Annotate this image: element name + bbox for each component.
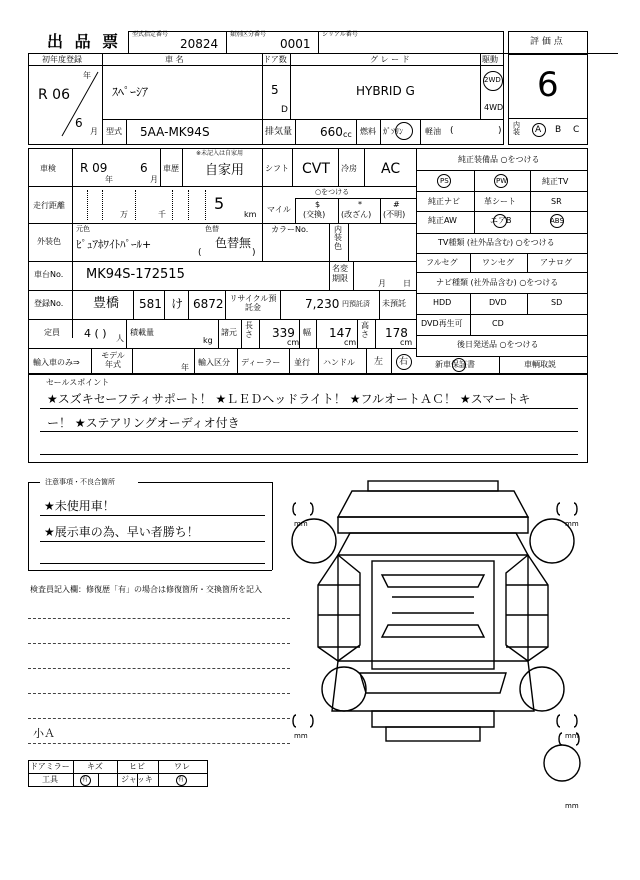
car-diagram xyxy=(290,475,590,815)
shift: CVT xyxy=(302,161,330,177)
length-cm: cm xyxy=(287,338,300,347)
later-manual: 車輌取説 xyxy=(524,360,556,369)
opt-navi: 純正ナビ xyxy=(428,197,460,206)
inspection-label: 車検 xyxy=(40,164,56,173)
tv-oneseg: ワンセグ xyxy=(482,258,514,267)
drive-2wd: 2WD xyxy=(484,76,501,84)
ac-label: 冷房 xyxy=(341,164,357,173)
class-no: 0001 xyxy=(280,37,311,51)
first-reg-label: 初年度登録 xyxy=(42,55,82,64)
orig-color: ﾋﾟｭｱﾎﾜｲﾄﾊﾟｰﾙ+ xyxy=(76,238,152,251)
displacement: 660 xyxy=(320,125,343,139)
width: 147 xyxy=(329,326,352,340)
form-title: 出 品 票 xyxy=(47,32,122,51)
car-name-label: 車 名 xyxy=(165,55,184,64)
door-d: D xyxy=(281,105,288,115)
recycle: 7,230 xyxy=(305,297,340,311)
fuel-label: 燃料 xyxy=(360,127,376,136)
inspector-label: 検査員記入欄：修復歴「有」の場合は修復箇所・交換箇所を記入 xyxy=(30,585,262,594)
sales-label: セールスポイント xyxy=(46,378,110,387)
inspection-month: 6 xyxy=(140,161,148,175)
legend-crack: ヒビ xyxy=(129,762,145,771)
load-kg: kg xyxy=(203,336,213,345)
fuel-bracket-l: ( xyxy=(450,126,454,136)
inspector-note: 小Ａ xyxy=(33,727,55,740)
shift-label: シフト xyxy=(265,164,289,173)
navi-type-title: ナビ種類 (社外品含む) ○をつける xyxy=(436,278,559,287)
sen-unit: 千 xyxy=(158,210,166,219)
score-value: 6 xyxy=(537,65,559,105)
mileage-circle-note: ○をつける xyxy=(315,188,350,196)
first-reg-year: R 06 xyxy=(38,87,70,103)
mileage-hash: # xyxy=(393,200,400,209)
km: km xyxy=(244,210,257,219)
handle-left: 左 xyxy=(374,357,384,367)
mileage-exchange: (交換) xyxy=(303,210,326,219)
inspection-year: R 09 xyxy=(80,161,108,175)
chassis-label: 車台No. xyxy=(34,270,64,279)
mm-label-5: mm xyxy=(565,802,579,810)
name-change-month: 月 xyxy=(378,279,386,288)
fuel-diesel: 軽油 xyxy=(425,127,441,136)
doors: 5 xyxy=(271,83,279,97)
month-unit: 月 xyxy=(150,175,158,184)
class-label: 類別区分番号 xyxy=(230,31,267,38)
color-label: 外装色 xyxy=(37,237,61,246)
handle-label: ハンドル xyxy=(323,358,355,367)
color-change-label: 色替 xyxy=(205,225,219,233)
later-title: 後日発送品 ○をつける xyxy=(457,340,539,349)
sales-line-1: ★スズキセーフティサポート！ ★ＬＥＤヘッドライト！ ★フルオートＡＣ！ ★スマートキ xyxy=(47,392,531,406)
tv-fullseg: フルセグ xyxy=(426,258,458,267)
reg-label: 登録No. xyxy=(34,299,64,308)
reg-class: 581 xyxy=(139,297,162,311)
legend-door-mirror: ドアミラー xyxy=(30,762,70,771)
name-change-day: 日 xyxy=(403,279,411,288)
length-label: 長さ xyxy=(245,321,253,339)
drive-label: 駆動 xyxy=(482,55,498,64)
history-note: ※未記入は自家用 xyxy=(196,150,244,157)
navi-dvd-play: DVD再生可 xyxy=(421,319,463,328)
opt-pw: PW xyxy=(496,177,508,185)
capacity-label: 定員 xyxy=(44,328,60,337)
opt-ps: PS xyxy=(440,177,449,185)
ac: AC xyxy=(381,161,401,177)
mileage-dollar: $ xyxy=(315,200,321,209)
interior-a: A xyxy=(535,125,542,135)
grade-label: グ レ ー ド xyxy=(370,55,410,64)
load-label: 積載量 xyxy=(130,328,154,337)
history: 自家用 xyxy=(205,163,245,178)
legend-tool-have: 有 xyxy=(82,776,89,783)
color-paren-l: ( xyxy=(198,248,202,258)
month-mark: 月 xyxy=(90,127,98,136)
mileage-unknown: (不明) xyxy=(383,210,406,219)
type-no: 20824 xyxy=(180,37,219,51)
legend-jack-have: 有 xyxy=(178,776,185,783)
type-no-label: 型式指定番号 xyxy=(132,31,169,38)
interior-b: B xyxy=(555,125,562,135)
drive-4wd: 4WD xyxy=(484,103,504,112)
mm-label-2: mm xyxy=(565,520,579,528)
notes-line-2: ★展示車の為、早い者勝ち！ xyxy=(44,525,199,539)
man-unit: 万 xyxy=(120,210,128,219)
capacity: 4 ( ) xyxy=(84,327,107,340)
opt-abs: ABS xyxy=(550,217,564,225)
color-change: 色替無 xyxy=(215,236,252,250)
mm-label-4: mm xyxy=(565,732,579,740)
width-cm: cm xyxy=(344,338,357,347)
navi-dvd: DVD xyxy=(489,298,507,307)
model-year-label: モデル年式 xyxy=(101,351,125,369)
orig-color-label: 元色 xyxy=(76,225,90,233)
model-year-unit: 年 xyxy=(181,363,189,372)
height-label: 高さ xyxy=(361,321,369,339)
legend-break: ワレ xyxy=(174,762,190,771)
first-reg-month: 6 xyxy=(75,116,83,130)
grade: HYBRID G xyxy=(356,84,415,98)
navi-sd: SD xyxy=(551,298,563,307)
name-change-label: 名変期限 xyxy=(332,264,348,283)
int-color-label: 内装色 xyxy=(334,225,342,251)
legend-tool: 工具 xyxy=(42,775,58,784)
interior-label: 内装 xyxy=(513,121,520,136)
sales-line-2: ー！ ★ステアリングオーディオ付き xyxy=(47,416,240,430)
capacity-person: 人 xyxy=(116,334,124,343)
navi-cd: CD xyxy=(492,319,504,328)
size-label: 諸元 xyxy=(221,328,237,337)
fuel-gas: ｶﾞｿﾘﾝ xyxy=(383,127,403,136)
import-parallel: 並行 xyxy=(294,358,310,367)
navi-hdd: HDD xyxy=(433,298,452,307)
opt-sr: SR xyxy=(551,197,562,206)
mm-label-1: mm xyxy=(294,520,308,528)
import-dealer: ディーラー xyxy=(241,358,281,367)
height-cm: cm xyxy=(400,338,413,347)
import-label: 輸入車のみ⇒ xyxy=(33,358,80,367)
later-warranty: 新車保証書 xyxy=(435,360,475,369)
model: 5AA-MK94S xyxy=(140,125,210,139)
history-label: 車歴 xyxy=(163,164,179,173)
opt-tv: 純正TV xyxy=(542,177,569,186)
mileage-label: 走行距離 xyxy=(33,201,65,210)
reg-area: 豊橋 xyxy=(93,296,120,311)
color-no-label: カラーNo. xyxy=(271,225,309,234)
fuel-bracket-r: ) xyxy=(498,126,502,136)
interior-c: C xyxy=(573,125,580,135)
reg-kana: け xyxy=(171,297,184,311)
length: 339 xyxy=(272,326,295,340)
cc: cc xyxy=(343,130,352,139)
recycle-label: リサイクル預託金 xyxy=(229,294,277,313)
legend-scratch: キズ xyxy=(87,762,103,771)
height: 178 xyxy=(385,326,408,340)
year-mark: 年 xyxy=(83,71,91,80)
import-type-label: 輸入区分 xyxy=(198,358,230,367)
tv-type-title: TV種類 (社外品含む) ○をつける xyxy=(438,238,555,247)
doors-label: ドア数 xyxy=(263,55,287,64)
width-label: 幅 xyxy=(303,328,311,337)
notes-label: 注意事項・不良合箇所 xyxy=(45,478,115,486)
mileage-mile: マイル xyxy=(267,205,291,214)
year-unit: 年 xyxy=(105,175,113,184)
opt-aw: 純正AW xyxy=(428,216,457,225)
notes-line-1: ★未使用車！ xyxy=(44,499,115,513)
mileage-tampered: (改ざん) xyxy=(341,210,372,219)
mileage: 5 xyxy=(214,194,225,213)
mileage-asterisk: * xyxy=(358,200,362,209)
displacement-label: 排気量 xyxy=(265,127,293,137)
opt-leather: 革シート xyxy=(484,197,516,206)
options-title: 純正装備品 ○をつける xyxy=(458,155,540,164)
tv-analog: アナログ xyxy=(540,258,572,267)
legend-jack: ジャッキ xyxy=(121,775,153,784)
car-name: ｽﾍﾟｰｼｱ xyxy=(112,85,149,99)
serial-label: シリアル番号 xyxy=(322,31,358,38)
opt-airbag: エアB xyxy=(490,216,512,225)
handle-right: 右 xyxy=(399,357,409,367)
model-label: 型式 xyxy=(106,127,122,136)
mm-label-3: mm xyxy=(294,732,308,740)
color-paren-r: ) xyxy=(252,248,256,258)
score-label: 評 価 点 xyxy=(530,37,563,47)
recycle-unit: 円預託済 xyxy=(342,300,370,308)
recycle-unpaid: 未預託 xyxy=(382,299,406,308)
chassis: MK94S-172515 xyxy=(86,267,185,282)
reg-no: 6872 xyxy=(193,297,224,311)
